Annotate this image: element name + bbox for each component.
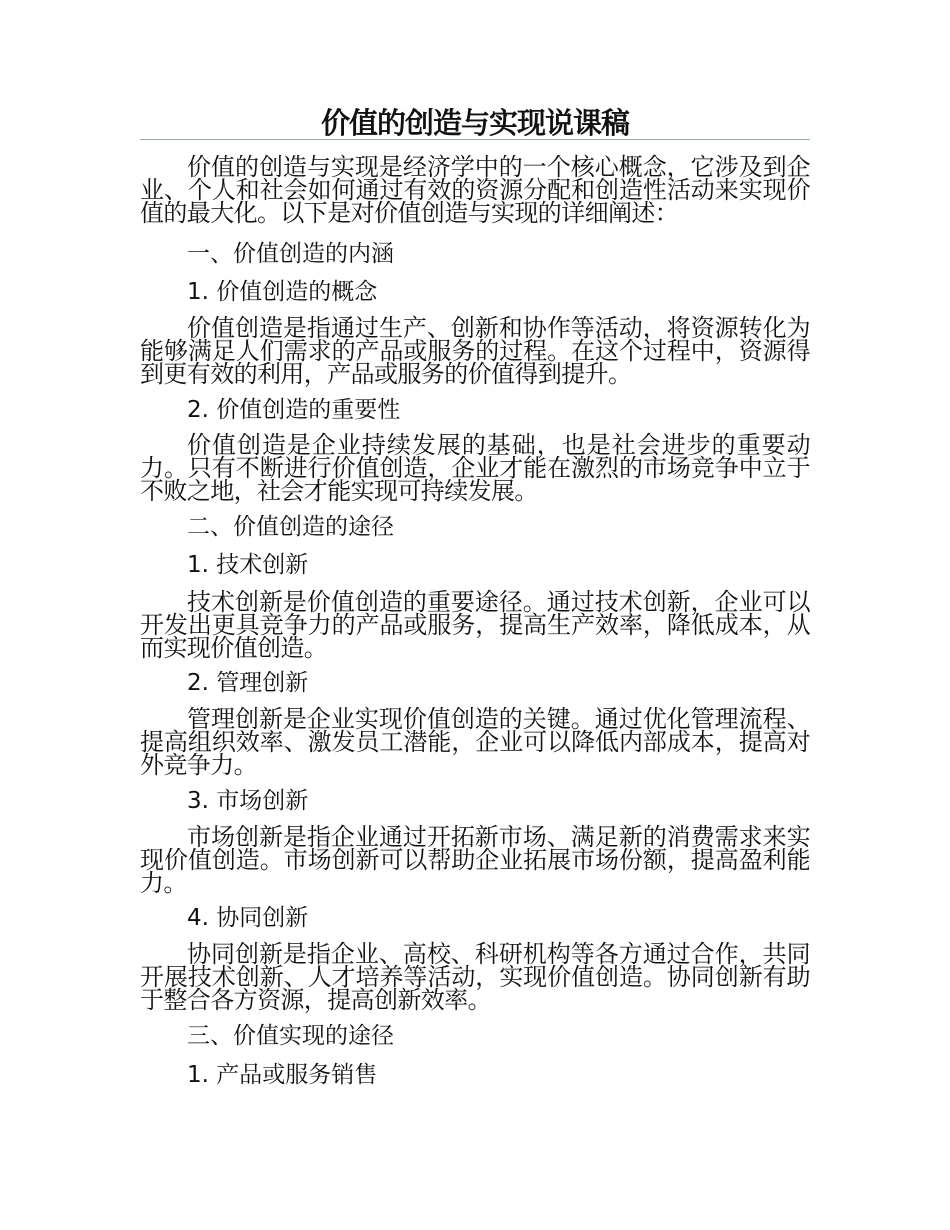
section-1-sub-1-text: 价值创造是指通过生产、创新和协作等活动，将资源转化为能够满足人们需求的产品或服务的过程。在这个过程中，资源得到更有效的利用，产品或服务的价值得到提升。 — [140, 314, 810, 388]
section-2-sub-2-text: 管理创新是企业实现价值创造的关键。通过优化管理流程、提高组织效率、激发员工潜能，企业可以降低内部成本，提高对外竞争力。 — [140, 705, 810, 779]
section-2-heading: 二、价值创造的途径 — [187, 514, 394, 540]
section-2-sub-2-block — [140, 705, 810, 779]
intro-paragraph: 价值的创造与实现是经济学中的一个核心概念，它涉及到企业、个人和社会如何通过有效的资源分配和创造性活动来实现价值的最大化。以下是对价值创造与实现的详细阐述： — [140, 153, 810, 227]
section-2-sub-4-block — [140, 940, 810, 1014]
page-title: 价值的创造与实现说课稿 — [320, 106, 629, 140]
section-2-sub-2-heading: 2. 管理创新 — [187, 670, 309, 696]
section-2-sub-3-heading: 3. 市场创新 — [187, 788, 309, 814]
section-2-sub-4-heading: 4. 协同创新 — [187, 905, 309, 931]
section-2-sub-1-heading: 1. 技术创新 — [187, 552, 309, 578]
section-1-sub-1-heading: 1. 价值创造的概念 — [187, 279, 378, 305]
section-2-sub-3-text: 市场创新是指企业通过开拓新市场、满足新的消费需求来实现价值创造。市场创新可以帮助企业拓展市场份额，提高盈利能力。 — [140, 823, 810, 897]
section-2-sub-4-text: 协同创新是指企业、高校、科研机构等各方通过合作，共同开展技术创新、人才培养等活动，实现价值创造。协同创新有助于整合各方资源，提高创新效率。 — [140, 940, 810, 1014]
section-3-sub-1-heading: 1. 产品或服务销售 — [187, 1062, 378, 1088]
section-3-heading: 三、价值实现的途径 — [187, 1023, 394, 1049]
section-2-sub-3-block — [140, 823, 810, 897]
section-1-sub-2-heading: 2. 价值创造的重要性 — [187, 397, 401, 423]
intro-paragraph-block — [140, 153, 810, 227]
section-1-heading: 一、价值创造的内涵 — [187, 241, 394, 267]
section-2-sub-1-block — [140, 588, 810, 662]
section-2-sub-1-text: 技术创新是价值创造的重要途径。通过技术创新，企业可以开发出更具竞争力的产品或服务，提高生产效率，降低成本，从而实现价值创造。 — [140, 588, 810, 662]
section-1-sub-2-block — [140, 431, 810, 505]
section-1-sub-1-block — [140, 314, 810, 388]
section-1-sub-2-text: 价值创造是企业持续发展的基础，也是社会进步的重要动力。只有不断进行价值创造，企业才能在激烈的市场竞争中立于不败之地，社会才能实现可持续发展。 — [140, 431, 810, 505]
title-underline — [140, 139, 810, 140]
